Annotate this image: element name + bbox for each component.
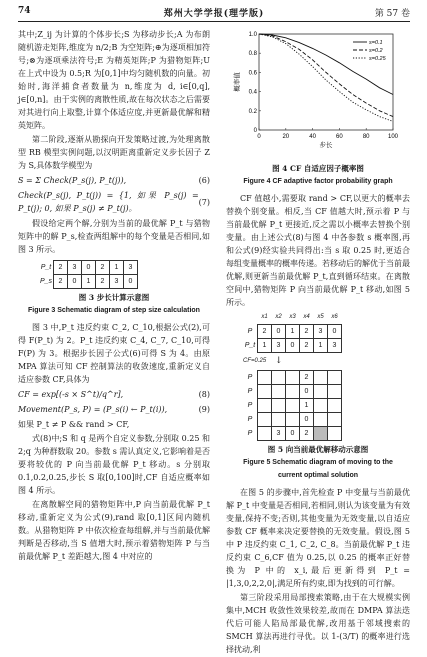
volume-label: 第 57 卷 [374, 9, 410, 19]
column-header: x4 [303, 314, 310, 320]
grid-cell: 3 [110, 275, 124, 289]
column-header: x6 [331, 314, 338, 320]
y-tick-label: 0.2 [248, 108, 257, 115]
grid-cell [272, 399, 286, 413]
grid-cell: 1 [110, 261, 124, 275]
y-tick-label: 1.0 [248, 32, 257, 38]
grid-cell: 3 [272, 427, 286, 441]
grid-cell [286, 385, 300, 399]
column-header: x5 [317, 314, 324, 320]
figure-5 [243, 311, 393, 441]
grid-cell [272, 413, 286, 427]
grid-cell: 3 [272, 339, 286, 353]
grid-cell [328, 371, 342, 385]
move-grid-top [243, 311, 342, 353]
grid-cell [258, 413, 272, 427]
paragraph: 假设给定两个解,分别为当前的最优解 P_t 与猎物矩阵中的解 P_s,检查两组解中的每个变量是否相同,如图 3 所示。 [18, 219, 210, 254]
cf-arrow-row [243, 355, 393, 368]
equation-number: (8) [198, 390, 210, 399]
x-tick-label: 80 [362, 134, 370, 140]
page-header [18, 6, 410, 20]
grid-cell: 0 [300, 413, 314, 427]
cf-probability-chart [233, 28, 403, 156]
grid-cell: 2 [96, 261, 110, 275]
row-label: P [247, 430, 253, 437]
figure-5-caption-en-2: current optimal solution [277, 472, 359, 479]
grid-cell: 0 [286, 427, 300, 441]
grid-cell: 2 [300, 371, 314, 385]
column-header: x1 [261, 314, 268, 320]
grid-cell: 0 [286, 339, 300, 353]
grid-cell: 2 [300, 427, 314, 441]
paragraph: 如果 P_t ≠ P && rand > CF, [18, 420, 130, 429]
grid-cell: 1 [82, 275, 96, 289]
grid-cell [258, 371, 272, 385]
series-line [259, 34, 393, 117]
grid-cell: 2 [300, 325, 314, 339]
paragraph: 图 3 中,P_t 违反约束 C_2, C_10,根据公式(2),可得 F(P_t) 为 2。P_t 违反约束 C_4, C_7, C_10,可得 F(P) 为 3。根据步长因子公式(6)可得 S 为 4。由原 MPA 算法可知 CF 控制算法的收敛速度,重新定义自适应参数 CF,具体为 [18, 323, 210, 384]
grid-cell: 1 [286, 325, 300, 339]
column-header: x3 [289, 314, 296, 320]
paragraph: 其中;Z_ij 为计算的个体步长;S 为移动步长;A 为布朗随机游走矩阵,维度为 n/2;B 为空矩阵;⊕为逐项相加符号;⊗为逐项乘法符号;E 为精英矩阵;P 为猎物矩阵;U 在上式中设为 0.5;R 为[0,1]中均匀随机数的向量。初始时,海洋捕食者数量为 n,维度为 d, i∈[0,q], j∈[0,n]。由于实例的离散性质,故在每次状态之后需要对其进行向上取整,计算个体适应度,并更新最优解和精英矩阵。 [18, 30, 210, 130]
figure-4-caption: 图 4 CF 自适应因子概率图 [272, 164, 364, 173]
grid-cell: 1 [300, 399, 314, 413]
grid-row [243, 385, 342, 399]
legend-entry: s=0.2 [369, 48, 383, 54]
paragraph: 第二阶段,逐渐从勘探向开发策略过渡,为处理离散型 RB 模型实例问题,以汉明距离重新定义步长因子 Z 为 S,具体数学模型为 [18, 135, 210, 170]
y-tick-label: 0 [253, 128, 257, 134]
grid-cell [328, 413, 342, 427]
grid-cell [286, 371, 300, 385]
grid-cell [314, 413, 328, 427]
equation-7 [18, 189, 210, 215]
row-label: P [247, 388, 253, 395]
grid-row [243, 413, 342, 427]
step-size-grid [39, 260, 138, 289]
grid-cell [314, 399, 328, 413]
equation-9 [18, 403, 210, 416]
figure-4-caption-en: Figure 4 CF adaptive factor probability graph [243, 178, 393, 185]
arrow-down-icon: ↓ [275, 356, 283, 366]
figure-5-caption-en: Figure 5 Schematic diagram of moving to the [243, 459, 393, 466]
grid-row [243, 427, 342, 441]
grid-cell: 2 [300, 339, 314, 353]
x-axis-label: 步长 [319, 141, 333, 149]
row-label: P [247, 402, 253, 409]
grid-cell [314, 427, 328, 441]
grid-row [243, 371, 342, 385]
equation-6 [18, 174, 210, 187]
grid-row [39, 261, 138, 275]
grid-cell: 3 [124, 261, 138, 275]
grid-cell: 3 [328, 339, 342, 353]
row-label: P [247, 328, 253, 335]
grid-cell [328, 385, 342, 399]
x-tick-label: 60 [336, 134, 343, 140]
grid-cell [258, 399, 272, 413]
grid-cell [314, 385, 328, 399]
paragraph: CF 值越小,需要取 rand > CF,以更大的概率去替换个别变量。相反,当 CF 值越大时,预示着 P 与当前最优解 P_t 更接近,反之需以小概率去替换个别变量。由上述公式(8)与图 4 中各参数 s 概率图,再和公式(9)经实验共同得出:当 s 取 0.25 时,更适合每组变量概率的概率传递。若移动后的解优于当前最优解,则更新当前最优解 P_t,直到循环结束。在离散空间中,猎物矩阵 P 向当前最优解 P_t 移动,如图 5 所示。 [226, 194, 410, 307]
figure-5-caption: 图 5 向当前最优解移动示意图 [267, 445, 369, 454]
figure-3-caption-en: Figure 3 Schematic diagram of step size calculation [28, 307, 200, 314]
equation-body: Movement(P_s, P) = (P_s(i) ← P_t(i)), [18, 405, 168, 414]
grid-cell: 2 [258, 325, 272, 339]
equation-number: (9) [198, 405, 210, 414]
grid-cell: 0 [328, 325, 342, 339]
y-tick-label: 0.8 [248, 51, 257, 58]
grid-cell: 1 [258, 339, 272, 353]
paragraph: 式(8)中;S 和 q 是两个自定义参数,分别取 0.25 和 2;q 为种群数取 20。参数 s 需认真定义,它影响着是否要将较优的 P 向当前最优解 P_t 移动。s 分别取 0.1,0.2,0.25,步长 S 取[0,100]时,CF 自适应概率如图 4 所示。 [18, 434, 210, 495]
grid-cell: 0 [272, 325, 286, 339]
right-column [226, 28, 410, 657]
paragraph: 第三阶段采用局部搜索策略,由于在大规模实例集中,MCH 收敛性效果较差,故而在 DMPA 算法迭代后可能人陷局部最优解,改用基于邻域搜索的 SMCH 算法再进行寻优。以 1-(3/T) 的概率进行选择扰动,利 [226, 593, 410, 654]
row-label: P_s [39, 278, 53, 285]
grid-row [243, 399, 342, 413]
grid-row [243, 339, 342, 353]
equation-8 [18, 388, 210, 401]
row-label: P_t [244, 342, 256, 349]
grid-cell [286, 413, 300, 427]
grid-cell [272, 371, 286, 385]
y-axis-label: 概率值 [233, 72, 241, 92]
equation-body: S = Σ Check(P_s(j), P_t(j)), [18, 176, 127, 185]
equation-body: Check(P_s(j), P_t(j)) = {1, 如果 P_s(j) = P_t(j); 0, 如果 P_s(j) ≠ P_t(j)。 [18, 191, 199, 213]
x-tick-label: 0 [257, 134, 261, 140]
grid-cell [328, 399, 342, 413]
figure-3-caption: 图 3 步长计算示意图 [78, 293, 150, 302]
grid-cell: 0 [68, 275, 82, 289]
grid-cell [258, 385, 272, 399]
grid-cell: 0 [124, 275, 138, 289]
figure-3 [39, 260, 189, 289]
equation-body: CF = exp[(-s × S^t)/q^r], [18, 390, 124, 399]
y-tick-label: 0.6 [248, 70, 257, 77]
left-column [18, 28, 210, 564]
grid-cell: 0 [82, 261, 96, 275]
row-label: P [247, 416, 253, 423]
paragraph: 在离散解空间的猎物矩阵中,P 向当前最优解 P_t 移动,重新定义为公式(9),rand 取[0,1]区间内随机数。从猎物矩阵 P 中依次检查每组解,并与当前最优解判断是否移动,当 S 值增大时,预示着猎物矩阵 P 与当前最优解 P_t 差距越大,图 4 中对应的 [18, 500, 210, 561]
move-grid-bottom [243, 370, 342, 441]
figure-4 [233, 28, 403, 160]
grid-cell [272, 385, 286, 399]
row-label: P [247, 374, 253, 381]
grid-cell: 2 [54, 275, 68, 289]
grid-cell: 3 [68, 261, 82, 275]
grid-cell: 2 [96, 275, 110, 289]
equation-number: (6) [198, 176, 210, 185]
grid-row [39, 275, 138, 289]
journal-title: 郑州大学学报(理学版) [163, 9, 265, 19]
cf-label: CF=0.25 [243, 358, 267, 364]
page-number: 74 [18, 6, 31, 16]
x-tick-label: 40 [309, 134, 316, 140]
legend-entry: s=0.1 [369, 40, 383, 46]
grid-corner [243, 311, 258, 325]
grid-cell: 3 [314, 325, 328, 339]
grid-cell: 1 [314, 339, 328, 353]
grid-cell [258, 427, 272, 441]
grid-cell [286, 399, 300, 413]
grid-row [243, 325, 342, 339]
column-header: x2 [275, 314, 282, 320]
grid-cell [314, 371, 328, 385]
header-rule [18, 21, 410, 22]
legend-entry: s=0.25 [369, 56, 386, 62]
grid-cell: 0 [300, 385, 314, 399]
y-tick-label: 0.4 [248, 89, 257, 96]
paragraph: 在图 5 的步骤中,首先检查 P 中变量与当前最优解 P_t 中变量是否相同,若相同,则认为该变量为有效变量,保持不变;否则,其他变量为无效变量,以自适应参数 CF 概率来决定要替换的无效变量。假设,图 5 中 P 违反约束 C_1, C_2, C_8。当前最优解 P_t 违反约束 C_6,CF 值为 0.25,以 0.25 的概率正好替换为 P 中的 x_i,最后更新得到 P_t = |1,3,0,2,2,0|,满足所有约束,即为找到的可行解。 [226, 488, 410, 588]
grid-cell: 2 [54, 261, 68, 275]
grid-header-row [243, 311, 342, 325]
x-tick-label: 100 [387, 134, 399, 140]
x-tick-label: 20 [282, 134, 290, 140]
equation-number: (7) [198, 197, 210, 207]
row-label: P_t [40, 264, 52, 271]
grid-cell [328, 427, 342, 441]
